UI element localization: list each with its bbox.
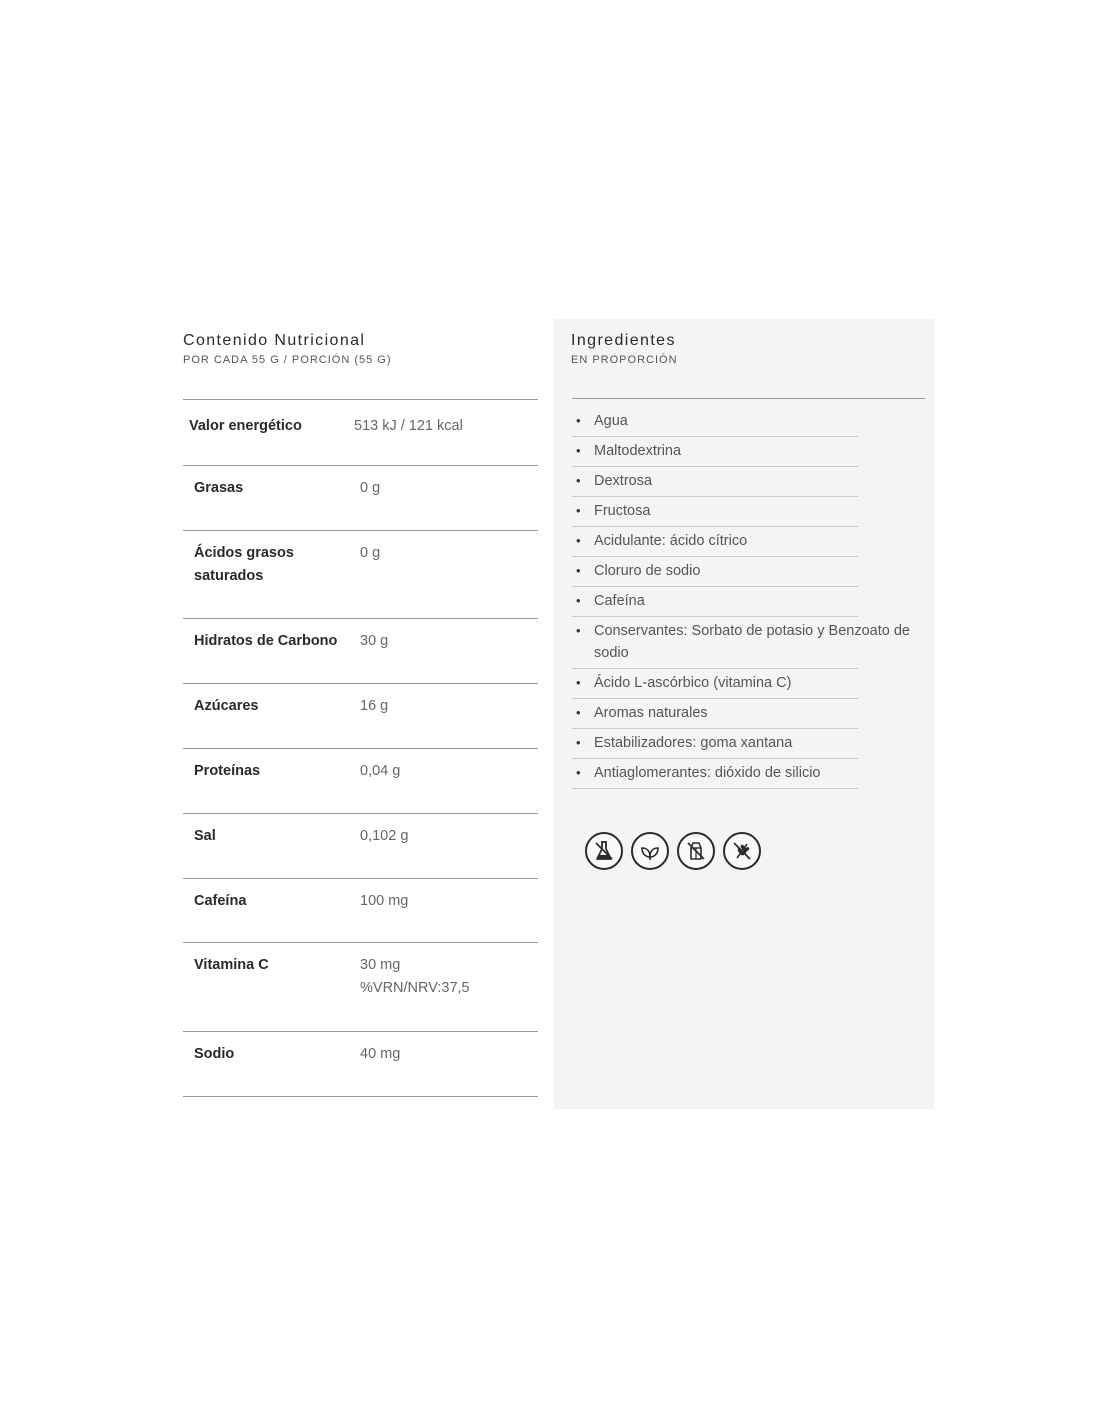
no-chemicals-icon [585, 832, 623, 870]
ingredients-title: Ingredientes [571, 332, 676, 349]
ingredient-text: Agua [594, 413, 628, 429]
nutrition-table [183, 399, 538, 1097]
diet-badges [585, 832, 761, 870]
nutrient-note: %VRN/NRV:37,5 [360, 980, 470, 996]
list-item [572, 729, 858, 759]
bullet-icon: • [576, 563, 581, 578]
ingredient-text: Ácido L-ascórbico (vitamina C) [594, 675, 792, 691]
nutrient-name: Valor energético [189, 418, 302, 434]
list-item [572, 669, 858, 699]
ingredients-subtitle: EN PROPORCIÓN [571, 354, 678, 366]
nutrient-name: Vitamina C [194, 957, 269, 973]
table-row [183, 466, 538, 531]
table-row [183, 531, 538, 619]
table-row [183, 943, 538, 1032]
ingredient-text: Estabilizadores: goma xantana [594, 735, 793, 751]
nutrition-section [183, 330, 538, 1097]
list-item [572, 467, 858, 497]
list-item [572, 759, 858, 789]
list-item [572, 437, 858, 467]
table-row [183, 1032, 538, 1097]
bullet-icon: • [576, 473, 581, 488]
ingredient-text: Conservantes: Sorbato de potasio y Benzoato de sodio [594, 623, 910, 661]
ingredient-text: Cloruro de sodio [594, 563, 701, 579]
nutrient-value: 40 mg [360, 1046, 401, 1062]
bullet-icon: • [576, 675, 581, 690]
nutrient-name: Proteínas [194, 763, 261, 779]
nutrient-name: Azúcares [194, 698, 259, 714]
gluten-free-icon [723, 832, 761, 870]
bullet-icon: • [576, 705, 581, 720]
nutrient-value: 513 kJ / 121 kcal [354, 418, 463, 434]
table-row [183, 814, 538, 879]
nutrition-subtitle: POR CADA 55 G / PORCIÓN (55 G) [183, 354, 392, 366]
nutrient-name: Grasas [194, 480, 244, 496]
ingredient-text: Antiaglomerantes: dióxido de silicio [594, 765, 821, 781]
bullet-icon: • [576, 623, 581, 638]
nutrient-name: Cafeína [194, 893, 247, 909]
list-item [572, 699, 858, 729]
list-item [572, 527, 858, 557]
ingredient-text: Aromas naturales [594, 705, 708, 721]
bullet-icon: • [576, 593, 581, 608]
ingredient-text: Dextrosa [594, 473, 653, 489]
table-row [183, 879, 538, 943]
vegan-leaf-icon [631, 832, 669, 870]
nutrient-value: 100 mg [360, 893, 409, 909]
ingredients-divider [572, 398, 925, 399]
nutrient-value: 0,102 g [360, 828, 409, 844]
table-row [183, 749, 538, 814]
nutrient-name: Ácidos grasos saturados [194, 545, 294, 584]
nutrient-value: 0,04 g [360, 763, 401, 779]
ingredient-text: Maltodextrina [594, 443, 682, 459]
nutrient-name: Sal [194, 828, 216, 844]
list-item [572, 497, 858, 527]
table-row [183, 619, 538, 684]
nutrient-name: Hidratos de Carbono [194, 633, 338, 649]
ingredient-text: Cafeína [594, 593, 645, 609]
bullet-icon: • [576, 735, 581, 750]
ingredient-text: Acidulante: ácido cítrico [594, 533, 748, 549]
ingredients-header [571, 330, 678, 367]
nutrient-name: Sodio [194, 1046, 235, 1062]
bullet-icon: • [576, 503, 581, 518]
nutrition-title: Contenido Nutricional [183, 332, 366, 349]
list-item [572, 617, 920, 669]
bullet-icon: • [576, 765, 581, 780]
bullet-icon: • [576, 413, 581, 428]
nutrient-value-cell [360, 954, 538, 1031]
list-item [572, 407, 858, 437]
nutrient-value: 16 g [360, 698, 389, 714]
bullet-icon: • [576, 533, 581, 548]
ingredient-text: Fructosa [594, 503, 651, 519]
nutrient-value: 0 g [360, 545, 381, 561]
list-item [572, 557, 858, 587]
no-lactose-icon [677, 832, 715, 870]
nutrient-value: 0 g [360, 480, 381, 496]
ingredients-panel [554, 319, 934, 1109]
bullet-icon: • [576, 443, 581, 458]
table-row [183, 684, 538, 749]
ingredients-list [572, 407, 920, 789]
nutrient-value: 30 g [360, 633, 389, 649]
list-item [572, 587, 858, 617]
table-row [183, 400, 538, 466]
nutrient-value: 30 mg [360, 957, 401, 973]
